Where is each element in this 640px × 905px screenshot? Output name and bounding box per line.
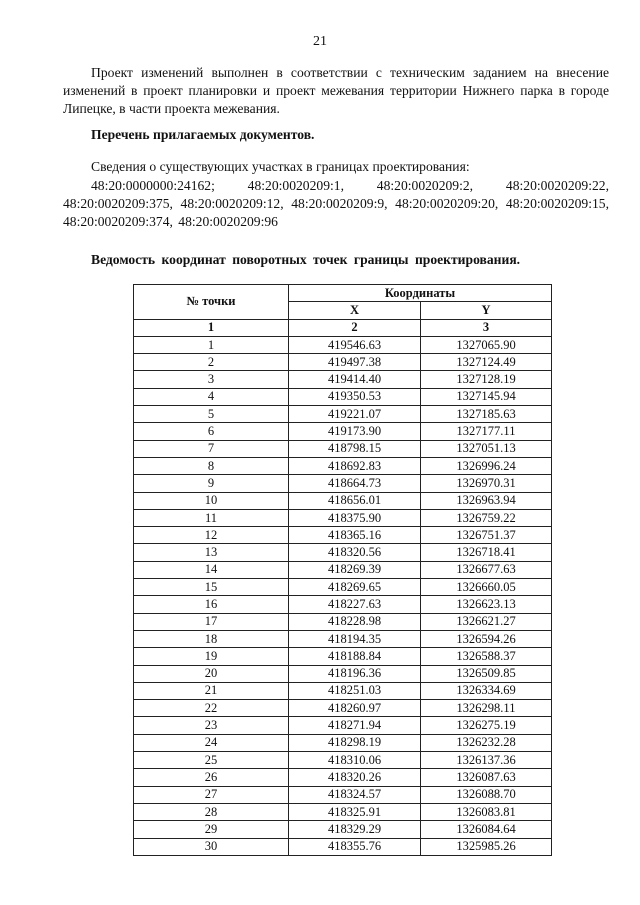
intro-paragraph: Проект изменений выполнен в соответствии с техническим заданием на внесение изменений в проект планировки и проект межевания территории Нижнего парка в городе Липецке, в части проекта межевания.: [63, 65, 609, 116]
table-row: [134, 596, 552, 613]
index-cell: 2: [289, 319, 421, 336]
table-row: [134, 354, 552, 371]
y-coordinate-cell: 1326275.19: [421, 717, 552, 734]
point-number-cell: 23: [134, 717, 289, 734]
x-coordinate-cell: 418355.76: [289, 838, 421, 855]
point-number-cell: 25: [134, 752, 289, 769]
x-coordinate-cell: 418365.16: [289, 527, 421, 544]
header-x: X: [289, 302, 421, 319]
point-number-cell: 17: [134, 613, 289, 630]
table-row: [134, 665, 552, 682]
x-coordinate-cell: 418298.19: [289, 734, 421, 751]
y-coordinate-cell: 1326087.63: [421, 769, 552, 786]
table-row: [134, 682, 552, 699]
y-coordinate-cell: 1326232.28: [421, 734, 552, 751]
page-number: 21: [313, 34, 327, 49]
y-coordinate-cell: 1327177.11: [421, 423, 552, 440]
point-number-cell: 14: [134, 561, 289, 578]
table-row: [134, 717, 552, 734]
x-coordinate-cell: 418320.56: [289, 544, 421, 561]
x-coordinate-cell: 419350.53: [289, 388, 421, 405]
x-coordinate-cell: 418692.83: [289, 457, 421, 474]
y-coordinate-cell: 1326660.05: [421, 579, 552, 596]
table-row: [134, 821, 552, 838]
table-row: [134, 475, 552, 492]
y-coordinate-cell: 1327128.19: [421, 371, 552, 388]
y-coordinate-cell: 1326963.94: [421, 492, 552, 509]
table-row: [134, 440, 552, 457]
existing-parcels-label: Сведения о существующих участках в границах проектирования:: [91, 159, 470, 174]
table-row: [134, 648, 552, 665]
table-row: [134, 838, 552, 855]
x-coordinate-cell: 418251.03: [289, 682, 421, 699]
point-number-cell: 8: [134, 457, 289, 474]
y-coordinate-cell: 1327124.49: [421, 354, 552, 371]
y-coordinate-cell: 1327051.13: [421, 440, 552, 457]
table-row: [134, 371, 552, 388]
y-coordinate-cell: 1326751.37: [421, 527, 552, 544]
point-number-cell: 1: [134, 336, 289, 353]
index-cell: 3: [421, 319, 552, 336]
index-cell: 1: [134, 319, 289, 336]
table-index-row: [134, 319, 552, 336]
y-coordinate-cell: 1326970.31: [421, 475, 552, 492]
table-row: [134, 336, 552, 353]
y-coordinate-cell: 1326718.41: [421, 544, 552, 561]
x-coordinate-cell: 418269.65: [289, 579, 421, 596]
point-number-cell: 20: [134, 665, 289, 682]
table-row: [134, 769, 552, 786]
x-coordinate-cell: 418260.97: [289, 700, 421, 717]
y-coordinate-cell: 1326621.27: [421, 613, 552, 630]
table-row: [134, 509, 552, 526]
point-number-cell: 3: [134, 371, 289, 388]
x-coordinate-cell: 418188.84: [289, 648, 421, 665]
y-coordinate-cell: 1325985.26: [421, 838, 552, 855]
x-coordinate-cell: 418656.01: [289, 492, 421, 509]
x-coordinate-cell: 418324.57: [289, 786, 421, 803]
x-coordinate-cell: 418325.91: [289, 803, 421, 820]
point-number-cell: 29: [134, 821, 289, 838]
x-coordinate-cell: 418271.94: [289, 717, 421, 734]
x-coordinate-cell: 418310.06: [289, 752, 421, 769]
point-number-cell: 26: [134, 769, 289, 786]
point-number-cell: 15: [134, 579, 289, 596]
point-number-cell: 28: [134, 803, 289, 820]
point-number-cell: 2: [134, 354, 289, 371]
point-number-cell: 30: [134, 838, 289, 855]
coordinates-table: [133, 284, 552, 856]
y-coordinate-cell: 1326298.11: [421, 700, 552, 717]
point-number-cell: 21: [134, 682, 289, 699]
point-number-cell: 4: [134, 388, 289, 405]
table-row: [134, 388, 552, 405]
point-number-cell: 6: [134, 423, 289, 440]
point-number-cell: 10: [134, 492, 289, 509]
table-row: [134, 734, 552, 751]
y-coordinate-cell: 1326334.69: [421, 682, 552, 699]
x-coordinate-cell: 418228.98: [289, 613, 421, 630]
x-coordinate-cell: 418320.26: [289, 769, 421, 786]
table-row: [134, 579, 552, 596]
point-number-cell: 24: [134, 734, 289, 751]
x-coordinate-cell: 418375.90: [289, 509, 421, 526]
header-point-number: № точки: [134, 285, 289, 320]
point-number-cell: 12: [134, 527, 289, 544]
point-number-cell: 5: [134, 406, 289, 423]
table-row: [134, 561, 552, 578]
y-coordinate-cell: 1326623.13: [421, 596, 552, 613]
point-number-cell: 18: [134, 630, 289, 647]
x-coordinate-cell: 419546.63: [289, 336, 421, 353]
point-number-cell: 11: [134, 509, 289, 526]
y-coordinate-cell: 1326588.37: [421, 648, 552, 665]
x-coordinate-cell: 419221.07: [289, 406, 421, 423]
x-coordinate-cell: 418227.63: [289, 596, 421, 613]
header-y: Y: [421, 302, 552, 319]
table-row: [134, 527, 552, 544]
y-coordinate-cell: 1327065.90: [421, 336, 552, 353]
y-coordinate-cell: 1326996.24: [421, 457, 552, 474]
table-row: [134, 803, 552, 820]
table-header-row: [134, 285, 552, 302]
table-row: [134, 406, 552, 423]
x-coordinate-cell: 418329.29: [289, 821, 421, 838]
table-row: [134, 423, 552, 440]
coordinates-heading: Ведомость координат поворотных точек границы проектирования.: [91, 252, 521, 267]
point-number-cell: 22: [134, 700, 289, 717]
table-row: [134, 700, 552, 717]
y-coordinate-cell: 1326088.70: [421, 786, 552, 803]
header-coordinates: Координаты: [289, 285, 552, 302]
x-coordinate-cell: 418798.15: [289, 440, 421, 457]
y-coordinate-cell: 1326509.85: [421, 665, 552, 682]
point-number-cell: 13: [134, 544, 289, 561]
y-coordinate-cell: 1326677.63: [421, 561, 552, 578]
table-row: [134, 544, 552, 561]
existing-parcels-list: 48:20:0000000:24162; 48:20:0020209:1, 48:20:0020209:2, 48:20:0020209:22, 48:20:0020209:375, 48:20:0020209:12, 48:20:0020209:9, 48:20:0020209:20, 48:20:0020209:15, 48:20:0020209:374, 48:20:0020209:96: [63, 178, 609, 229]
table-row: [134, 630, 552, 647]
table-row: [134, 492, 552, 509]
y-coordinate-cell: 1327145.94: [421, 388, 552, 405]
table-row: [134, 752, 552, 769]
point-number-cell: 27: [134, 786, 289, 803]
y-coordinate-cell: 1327185.63: [421, 406, 552, 423]
table-row: [134, 786, 552, 803]
x-coordinate-cell: 418269.39: [289, 561, 421, 578]
y-coordinate-cell: 1326137.36: [421, 752, 552, 769]
x-coordinate-cell: 419414.40: [289, 371, 421, 388]
point-number-cell: 19: [134, 648, 289, 665]
point-number-cell: 16: [134, 596, 289, 613]
y-coordinate-cell: 1326759.22: [421, 509, 552, 526]
x-coordinate-cell: 419173.90: [289, 423, 421, 440]
x-coordinate-cell: 419497.38: [289, 354, 421, 371]
x-coordinate-cell: 418196.36: [289, 665, 421, 682]
y-coordinate-cell: 1326083.81: [421, 803, 552, 820]
table-body: [134, 336, 552, 855]
point-number-cell: 7: [134, 440, 289, 457]
point-number-cell: 9: [134, 475, 289, 492]
table-row: [134, 613, 552, 630]
documents-heading: Перечень прилагаемых документов.: [91, 127, 315, 142]
x-coordinate-cell: 418664.73: [289, 475, 421, 492]
table-row: [134, 457, 552, 474]
y-coordinate-cell: 1326594.26: [421, 630, 552, 647]
y-coordinate-cell: 1326084.64: [421, 821, 552, 838]
x-coordinate-cell: 418194.35: [289, 630, 421, 647]
